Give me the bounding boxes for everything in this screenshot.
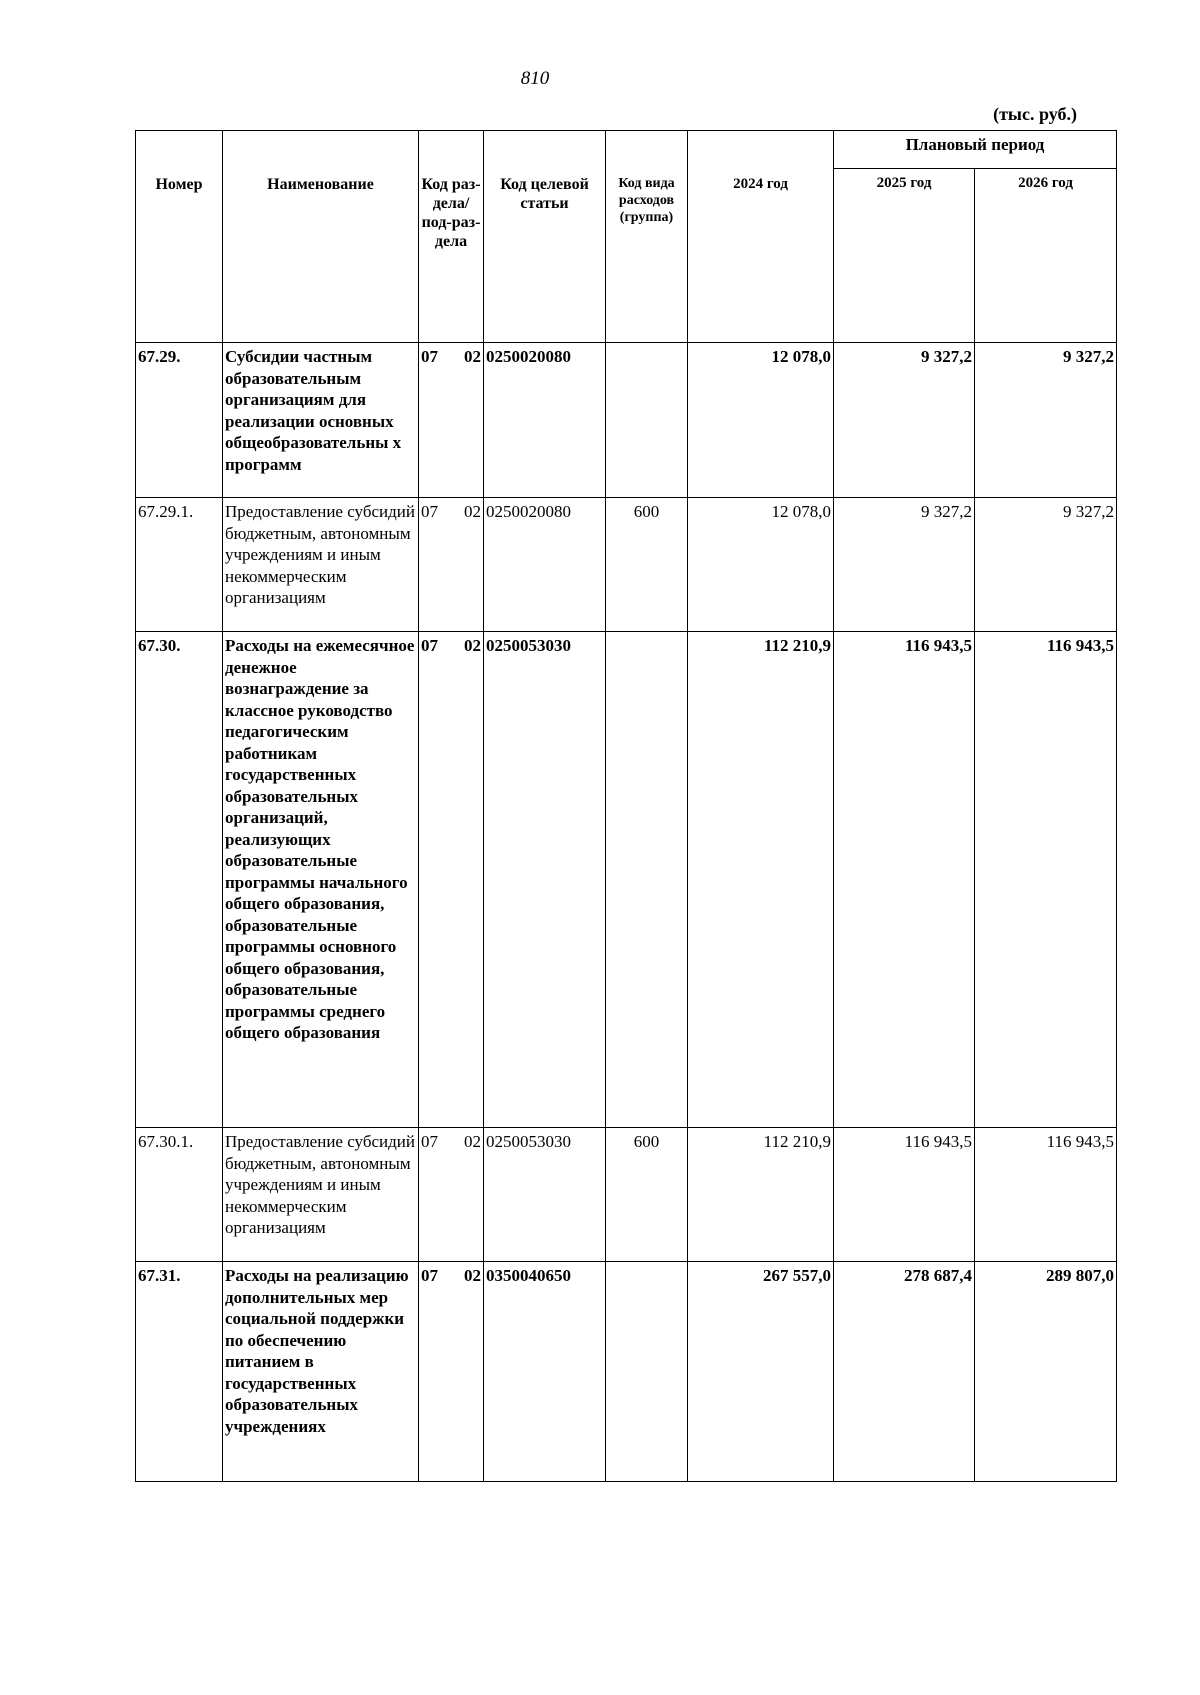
table-row [136, 1262, 1117, 1482]
row-name: Предоставление субсидий бюджетным, автономным учреждениям и иным некоммерческим организациям [223, 1128, 419, 1262]
subsection-code: 02 [464, 502, 481, 521]
row-target-code: 0250053030 [484, 632, 606, 1128]
table-row [136, 343, 1117, 498]
row-expense-type [606, 632, 688, 1128]
row-value-2025: 116 943,5 [834, 1128, 975, 1262]
row-value-2026: 9 327,2 [975, 343, 1117, 498]
section-code: 07 [421, 636, 438, 655]
row-name: Расходы на реализацию дополнительных мер социальной поддержки по обеспечению питанием в государственных образовательных учреждениях [223, 1262, 419, 1482]
section-code: 07 [421, 502, 438, 521]
unit-label: (тыс. руб.) [993, 104, 1077, 124]
row-value-2024: 112 210,9 [688, 1128, 834, 1262]
header-expense-type: Код вида расходов (группа) [606, 131, 688, 343]
header-target-code: Код целевой статьи [484, 131, 606, 343]
header-planned-period: Плановый период [834, 131, 1117, 169]
section-code: 07 [421, 347, 438, 366]
row-value-2024: 12 078,0 [688, 498, 834, 632]
row-value-2025: 9 327,2 [834, 498, 975, 632]
row-name: Предоставление субсидий бюджетным, автономным учреждениям и иным некоммерческим организациям [223, 498, 419, 632]
table-header [136, 131, 1117, 343]
header-number: Номер [136, 131, 223, 343]
row-number: 67.30. [136, 632, 223, 1128]
header-section-code: Код раз-дела/ под-раз-дела [419, 131, 484, 343]
row-target-code: 0250053030 [484, 1128, 606, 1262]
table-row [136, 1128, 1117, 1262]
row-name: Расходы на ежемесячное денежное вознаграждение за классное руководство педагогическим работникам государственных образовательных организаций, реализующих образовательные программы начального общего образования, образовательные программы основного общего образования, образовательные программы среднего общего образования [223, 632, 419, 1128]
row-name: Субсидии частным образовательным организациям для реализации основных общеобразовательны х программ [223, 343, 419, 498]
row-value-2026: 9 327,2 [975, 498, 1117, 632]
row-value-2024: 12 078,0 [688, 343, 834, 498]
table-row [136, 498, 1117, 632]
subsection-code: 02 [464, 636, 481, 655]
row-value-2025: 116 943,5 [834, 632, 975, 1128]
row-value-2026: 116 943,5 [975, 1128, 1117, 1262]
header-name: Наименование [223, 131, 419, 343]
header-year-2024: 2024 год [688, 131, 834, 343]
subsection-code: 02 [464, 1132, 481, 1151]
row-target-code: 0250020080 [484, 343, 606, 498]
page-number: 810 [520, 68, 550, 89]
row-section-code [419, 1128, 484, 1262]
row-target-code: 0250020080 [484, 498, 606, 632]
row-expense-type: 600 [606, 498, 688, 632]
header-year-2026: 2026 год [975, 169, 1117, 343]
row-value-2025: 278 687,4 [834, 1262, 975, 1482]
subsection-code: 02 [464, 1266, 481, 1285]
row-expense-type: 600 [606, 1128, 688, 1262]
row-value-2025: 9 327,2 [834, 343, 975, 498]
row-value-2024: 267 557,0 [688, 1262, 834, 1482]
row-section-code [419, 1262, 484, 1482]
header-year-2025: 2025 год [834, 169, 975, 343]
table-row [136, 632, 1117, 1128]
table-body [136, 343, 1117, 1482]
row-number: 67.30.1. [136, 1128, 223, 1262]
row-section-code [419, 632, 484, 1128]
budget-table [135, 130, 1117, 1482]
row-number: 67.31. [136, 1262, 223, 1482]
subsection-code: 02 [464, 347, 481, 366]
section-code: 07 [421, 1266, 438, 1285]
row-value-2024: 112 210,9 [688, 632, 834, 1128]
row-value-2026: 289 807,0 [975, 1262, 1117, 1482]
row-expense-type [606, 343, 688, 498]
row-number: 67.29. [136, 343, 223, 498]
row-section-code [419, 498, 484, 632]
row-section-code [419, 343, 484, 498]
row-number: 67.29.1. [136, 498, 223, 632]
row-expense-type [606, 1262, 688, 1482]
row-target-code: 0350040650 [484, 1262, 606, 1482]
section-code: 07 [421, 1132, 438, 1151]
row-value-2026: 116 943,5 [975, 632, 1117, 1128]
